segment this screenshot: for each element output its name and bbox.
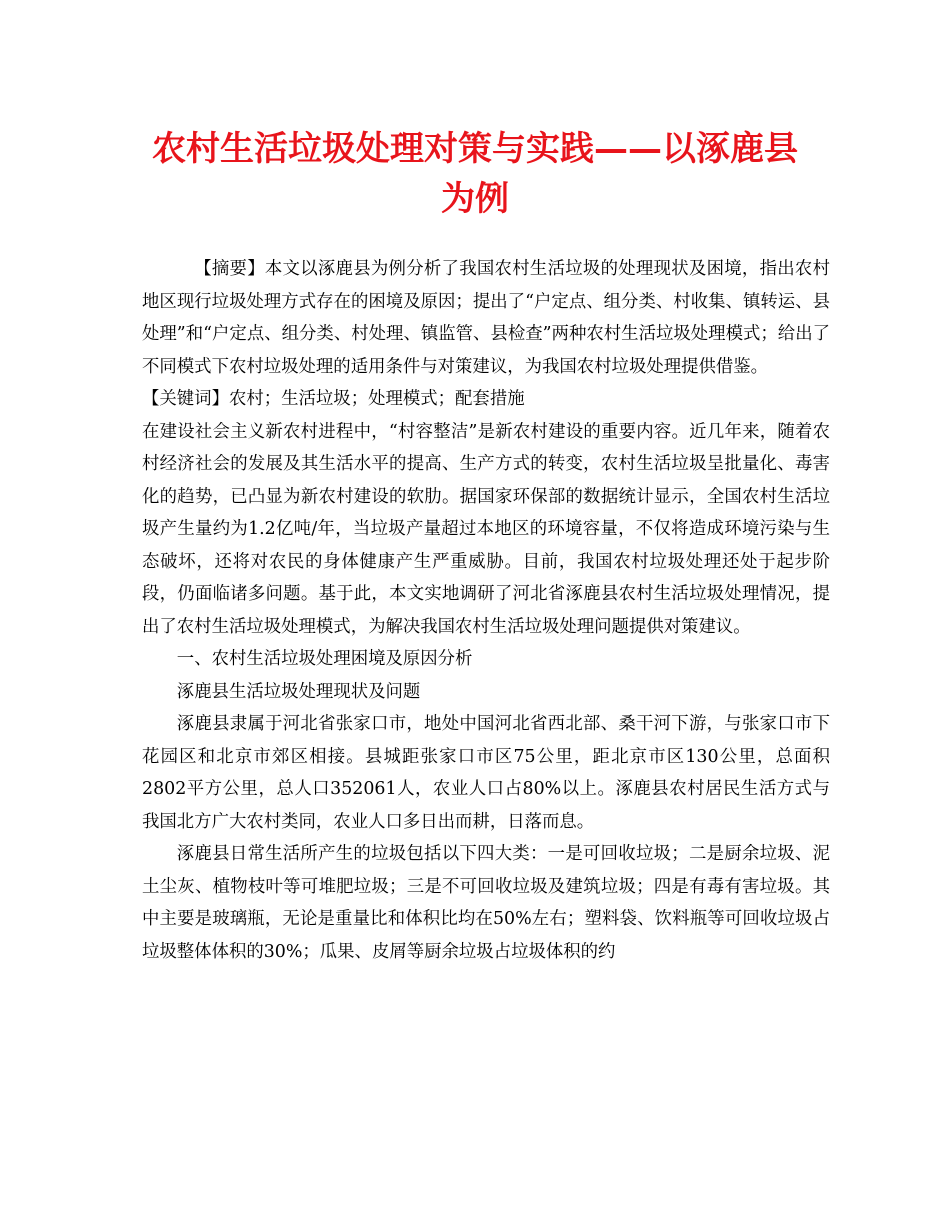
keywords-paragraph: 【关键词】农村；生活垃圾；处理模式；配套措施 bbox=[142, 389, 525, 409]
abstract-paragraph: 【摘要】本文以涿鹿县为例分析了我国农村生活垃圾的处理现状及困境，指出农村地区现行垃圾处理方式存在的困境及原因；提出了“户定点、组分类、村收集、镇转运、县处理”和“户定点、组分类、村处理、镇监管、县检查”两种农村生活垃圾处理模式；给出了不同模式下农村垃圾处理的适用条件与对策建议，为我国农村垃圾处理提供借鉴。 bbox=[142, 259, 830, 377]
subsection-heading: 涿鹿县生活垃圾处理现状及问题 bbox=[176, 681, 421, 702]
intro-paragraph: 在建设社会主义新农村进程中，“村容整洁”是新农村建设的重要内容。近几年来，随着农村经济社会的发展及其生活水平的提高、生产方式的转变，农村生活垃圾呈批量化、毒害化的趋势，已凸显为新农村建设的软肋。据国家环保部的数据统计显示，全国农村生活垃圾产生量约为1.2亿吨/年，当垃圾产量超过本地区的环境容量，不仅将造成环境污染与生态破坏，还将对农民的身体健康产生严重威胁。目前，我国农村垃圾处理还处于起步阶段，仍面临诸多问题。基于此，本文实地调研了河北省涿鹿县农村生活垃圾处理情况，提出了农村生活垃圾处理模式，为解决我国农村生活垃圾处理问题提供对策建议。 bbox=[142, 421, 830, 637]
section-heading: 一、农村生活垃圾处理困境及原因分析 bbox=[176, 649, 473, 669]
title-line-2: 为例 bbox=[441, 179, 509, 219]
title-line-1: 农村生活垃圾处理对策与实践——以涿鹿县 bbox=[152, 129, 798, 169]
document-title bbox=[100, 124, 850, 224]
document-body bbox=[142, 253, 830, 968]
body-paragraph: 涿鹿县日常生活所产生的垃圾包括以下四大类：一是可回收垃圾；二是厨余垃圾、泥土尘灰、植物枝叶等可堆肥垃圾；三是不可回收垃圾及建筑垃圾；四是有毒有害垃圾。其中主要是玻璃瓶，无论是重量比和体积比均在50%左右；塑料袋、饮料瓶等可回收垃圾占垃圾整体体积的30%；瓜果、皮屑等厨余垃圾占垃圾体积的约 bbox=[142, 844, 830, 962]
body-paragraph: 涿鹿县隶属于河北省张家口市，地处中国河北省西北部、桑干河下游，与张家口市下花园区和北京市郊区相接。县城距张家口市区75公里，距北京市区130公里，总面积2802平方公里，总人口352061人，农业人口占80%以上。涿鹿县农村居民生活方式与我国北方广大农村类同，农业人口多日出而耕，日落而息。 bbox=[142, 714, 830, 832]
